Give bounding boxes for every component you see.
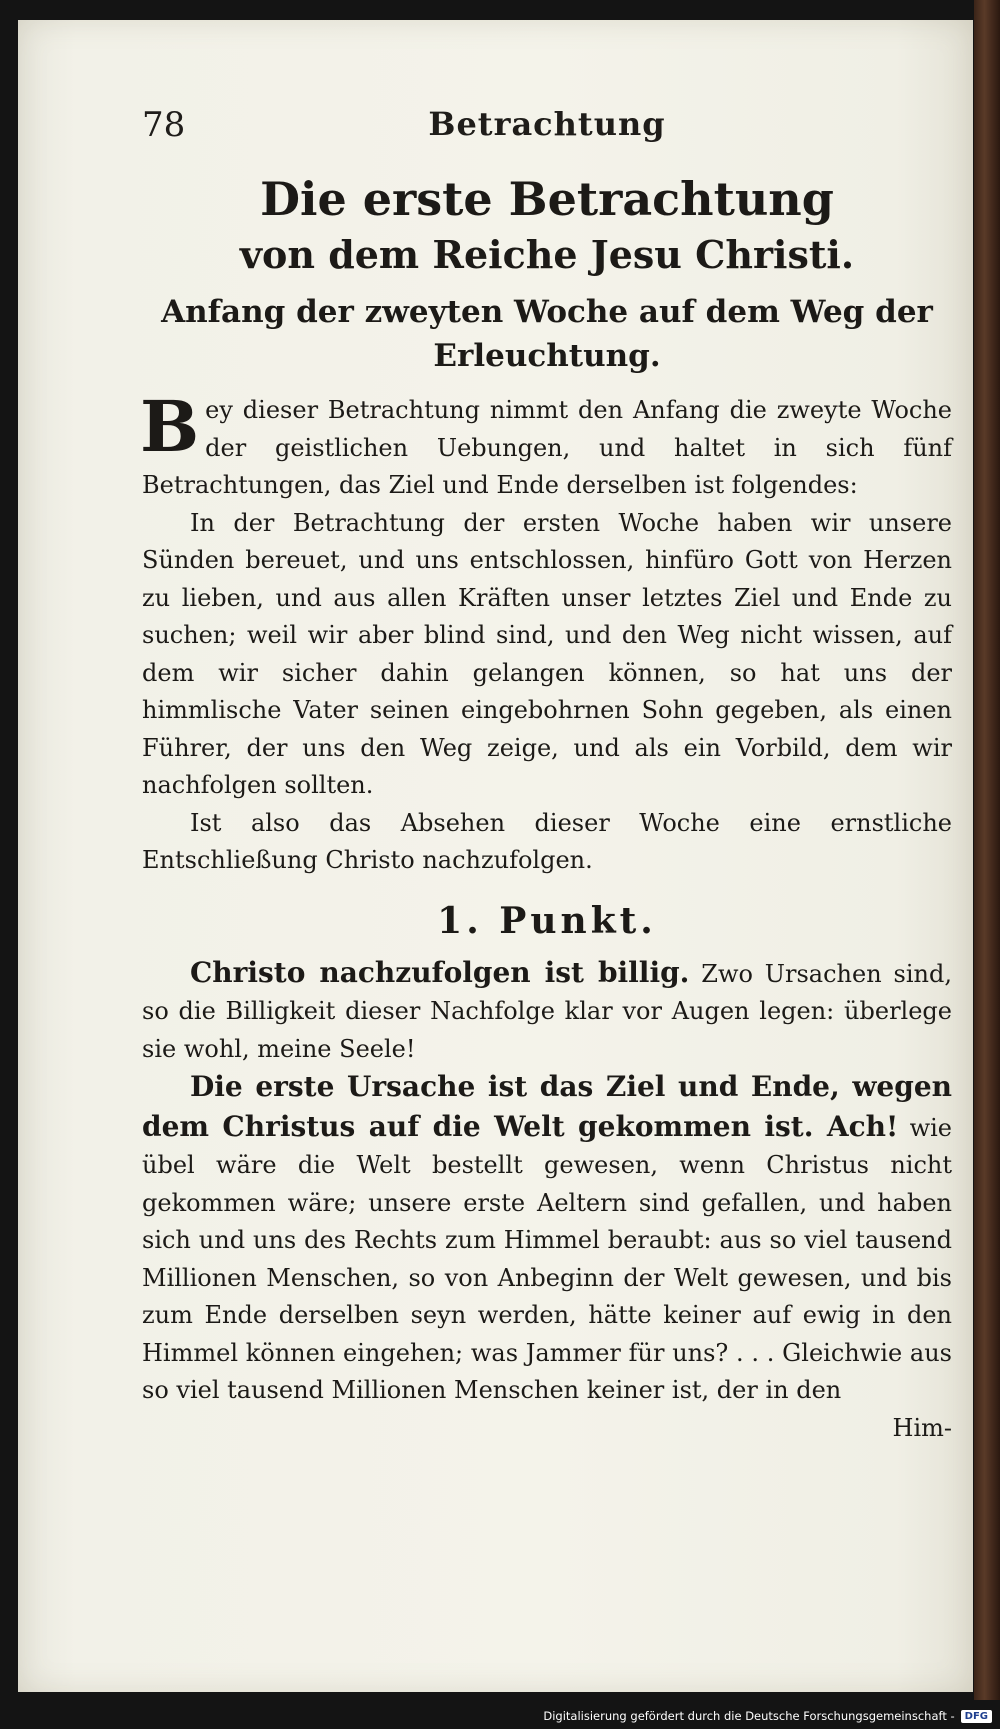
- digitization-credit: [543, 1709, 992, 1723]
- cause-text: wie übel wäre die Welt bestellt gewesen, wenn Christus nicht gekommen wäre; unsere erste Aeltern sind gefallen, und haben sich und uns des Rechts zum Himmel beraubt: aus so viel tausend Millionen Menschen, so von Anbeginn der Welt gewesen, und bis zum Ende derselben seyn werden, hätte keiner auf ewig in den Himmel können eingehen; was Jammer für uns? . . . Gleichwie aus so viel tausend Millionen Menschen keiner ist, der in den: [142, 1113, 952, 1404]
- drop-cap: B: [140, 385, 200, 468]
- point-text: Zwo Ursachen sind, so die Billigkeit dieser Nachfolge klar vor Augen legen: überlege sie wohl, meine Seele!: [142, 959, 952, 1063]
- catchword: Him-: [892, 1413, 952, 1442]
- point-heading: 1. Punkt.: [437, 899, 657, 942]
- paragraph-point-one: [142, 954, 952, 1069]
- book-fore-edge: [974, 0, 1000, 1700]
- text-block: [142, 170, 952, 1447]
- paragraph-purpose: Ist also das Absehen dieser Woche eine ernstliche Entschließung Christo nachzufolgen.: [142, 808, 952, 874]
- dfg-logo-icon: DFG: [961, 1710, 992, 1723]
- paragraph-first-cause: [142, 1068, 952, 1410]
- chapter-subtitle: von dem Reiche Jesu Christi.: [239, 232, 855, 277]
- paragraph-intro: [140, 385, 952, 505]
- credit-text: Digitalisierung gefördert durch die Deutsche Forschungsgemeinschaft -: [543, 1709, 955, 1723]
- point-lead: Christo nachzufolgen ist billig.: [190, 955, 690, 989]
- paragraph-intro-text: ey dieser Betrachtung nimmt den Anfang die zweyte Woche der geistlichen Uebungen, und haltet in sich fünf Betrachtungen, das Ziel und Ende derselben ist folgendes:: [142, 396, 952, 499]
- cause-lead: Die erste Ursache ist das Ziel und Ende, wegen dem Christus auf die Welt gekommen ist. Ach!: [142, 1070, 952, 1143]
- paragraph-first-week: In der Betrachtung der ersten Woche haben wir unsere Sünden bereuet, und uns entschlossen, hinfüro Gott von Herzen zu lieben, und aus allen Kräften unser letztes Ziel und Ende zu suchen; weil wir aber blind sind, und den Weg nicht wissen, auf dem wir sicher dahin gelangen können, so hat uns der himmlische Vater seinen eingebohrnen Sohn gegeben, als einen Führer, der uns den Weg zeige, und als ein Vorbild, dem wir nachfolgen sollten.: [142, 508, 952, 799]
- page-header: [142, 105, 952, 155]
- running-head: Betrachtung: [428, 105, 666, 143]
- page-number: 78: [142, 105, 186, 145]
- chapter-title: Die erste Betrachtung: [260, 172, 834, 226]
- section-heading: Anfang der zweyten Woche auf dem Weg der Erleuchtung.: [161, 294, 933, 374]
